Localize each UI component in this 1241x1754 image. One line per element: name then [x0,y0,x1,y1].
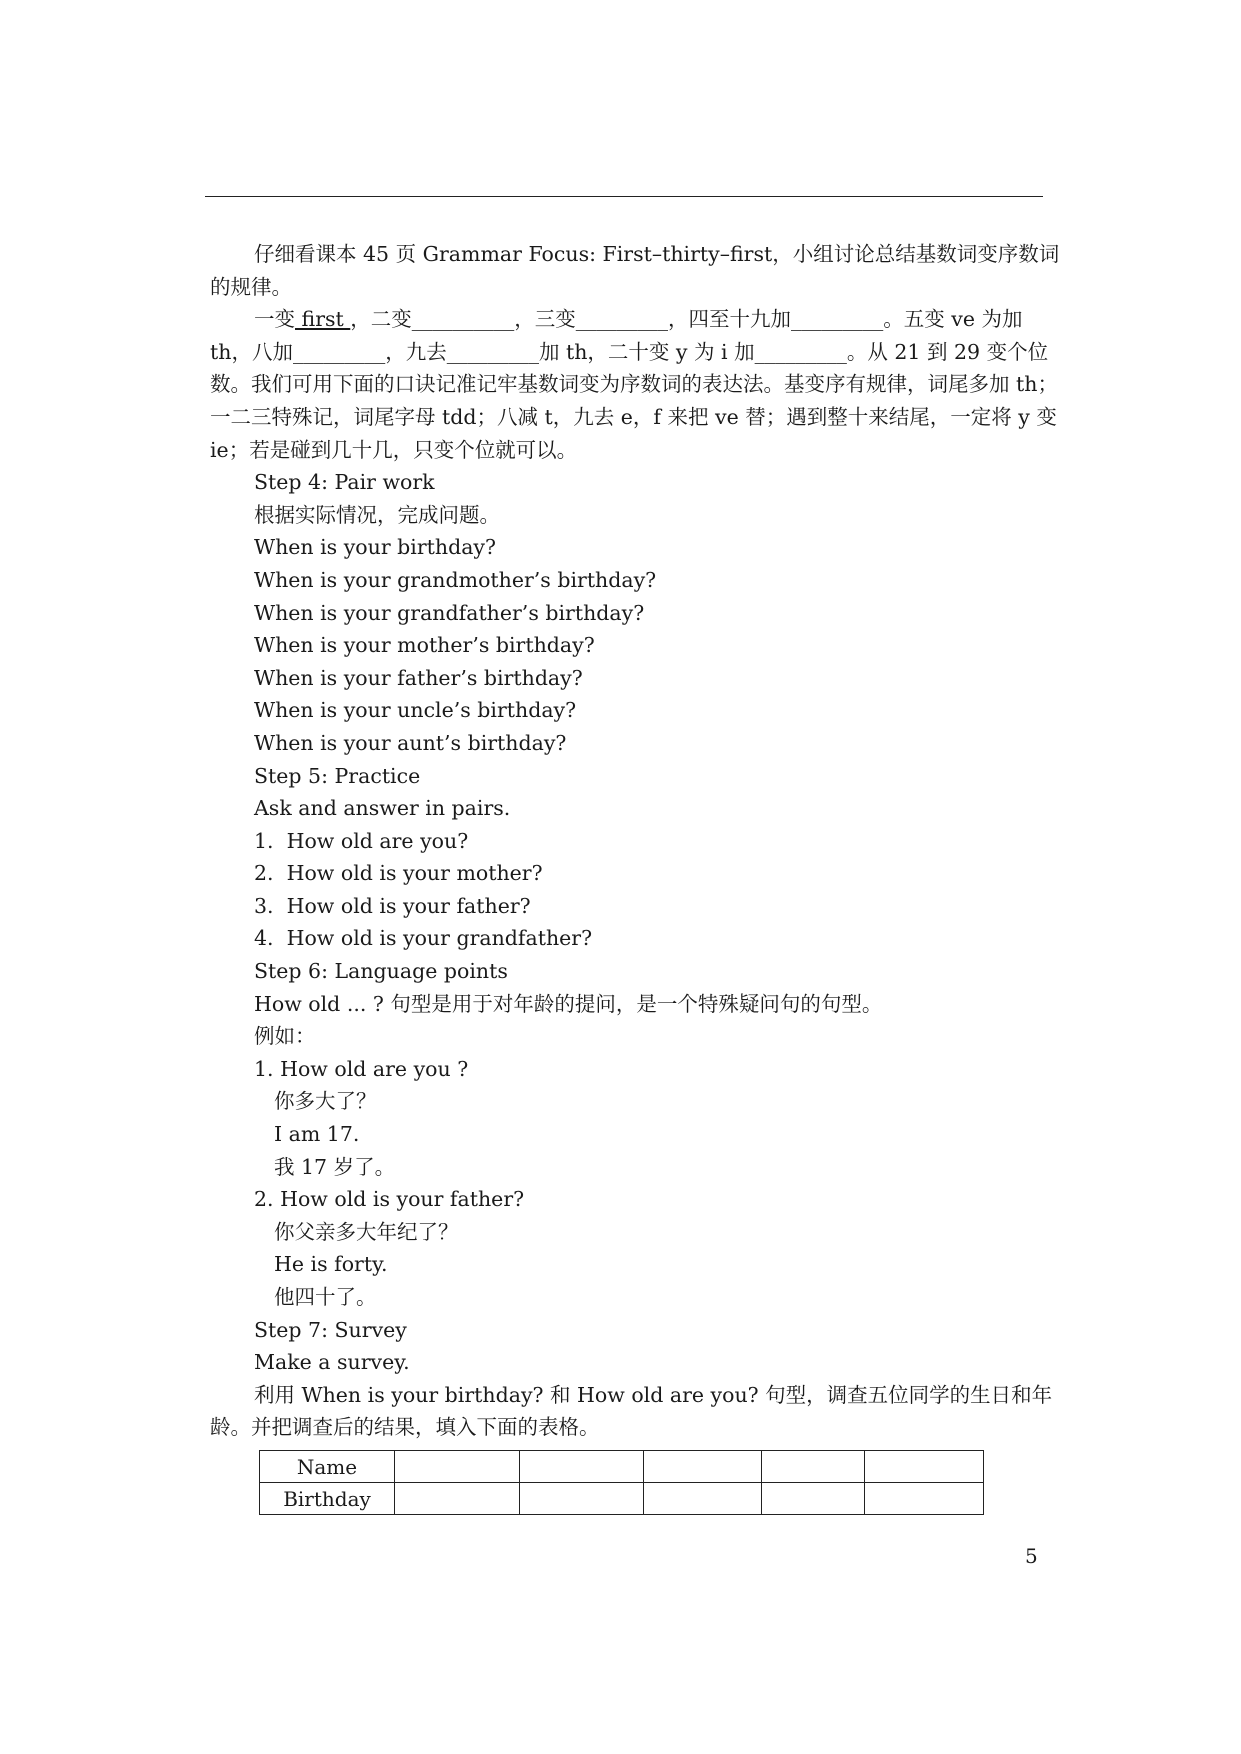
answer-first: first [295,307,351,332]
step4-question: When is your mother’s birthday? [254,633,595,658]
step4-question: When is your aunt’s birthday? [254,730,567,755]
step7-instruction: Make a survey. [254,1350,410,1375]
survey-table [259,1450,984,1515]
step5-item: 2. How old is your mother? [254,861,543,886]
grammar-rules [210,303,1060,466]
example2-answer-cn: 他四十了。 [274,1285,377,1309]
table-cell[interactable] [865,1451,984,1483]
step7-task: 利用 When is your birthday? 和 How old are you? 句型，调查五位同学的生日和年龄。并把调查后的结果，填入下面的表格。 [210,1382,1053,1440]
step5-instruction: Ask and answer in pairs. [254,796,511,821]
step7-title: Step 7: Survey [254,1317,407,1342]
step5-title: Step 5: Practice [254,763,421,788]
example1-question: 1. How old are you ? [254,1056,469,1081]
step5-item: 1. How old are you? [254,828,469,853]
example1-question-cn: 你多大了？ [274,1089,377,1114]
example1-answer: I am 17. [274,1122,360,1147]
table-row [260,1483,984,1515]
rule-rest: ，二变__________，三变_________，四至十九加_________。五变 ve 为加 th，八加_________，九去_________加 th，二十变 y 为 i 加_________。从 21 到 29 变个位数。我们可用下面的口诀记准记牢基数词变为序数词的表达法。基变序有规律，词尾多加 th；一二三特殊记，词尾字母 tdd；八减 t，九去 e，f 来把 ve 替；遇到整十来结尾，一定将 y 变 ie；若是碰到几十几，只变个位就可以。 [210,307,1058,462]
step4-question: When is your grandfather’s birthday? [254,600,645,625]
page-number: 5 [1025,1544,1038,1568]
step6-title: Step 6: Language points [254,959,508,984]
table-cell[interactable] [644,1483,762,1515]
table-cell[interactable] [865,1483,984,1515]
step6-note: How old ... ? 句型是用于对年龄的提问，是一个特殊疑问句的句型。 [254,991,883,1016]
birthday-header-cell: Birthday [260,1483,395,1515]
rule-lead: 一变 [254,307,295,332]
grammar-intro: 仔细看课本 45 页 Grammar Focus: First–thirty–first，小组讨论总结基数词变序数词的规律。 [210,242,1060,299]
document-body [210,238,1060,1444]
step6-example-label: 例如： [254,1024,316,1049]
step5-item: 3. How old is your father? [254,893,531,918]
step5-item: 4. How old is your grandfather? [254,926,593,951]
example1-answer-cn: 我 17 岁了。 [274,1154,396,1179]
example2-question: 2. How old is your father? [254,1187,525,1212]
header-rule [205,196,1043,197]
table-cell[interactable] [395,1483,520,1515]
table-cell[interactable] [520,1451,644,1483]
table-row [260,1451,984,1483]
table-cell[interactable] [644,1451,762,1483]
name-header-cell: Name [260,1451,395,1483]
table-cell[interactable] [395,1451,520,1483]
step4-question: When is your birthday? [254,535,496,560]
example2-question-cn: 你父亲多大年纪了？ [274,1219,459,1244]
step4-question: When is your uncle’s birthday? [254,698,577,723]
example2-answer: He is forty. [274,1252,388,1277]
table-cell[interactable] [762,1451,865,1483]
table-cell[interactable] [762,1483,865,1515]
table-cell[interactable] [520,1483,644,1515]
step4-title: Step 4: Pair work [254,470,435,495]
step4-question: When is your father’s birthday? [254,665,583,690]
step4-instruction: 根据实际情况，完成问题。 [254,502,500,527]
step4-question: When is your grandmother’s birthday? [254,567,657,592]
